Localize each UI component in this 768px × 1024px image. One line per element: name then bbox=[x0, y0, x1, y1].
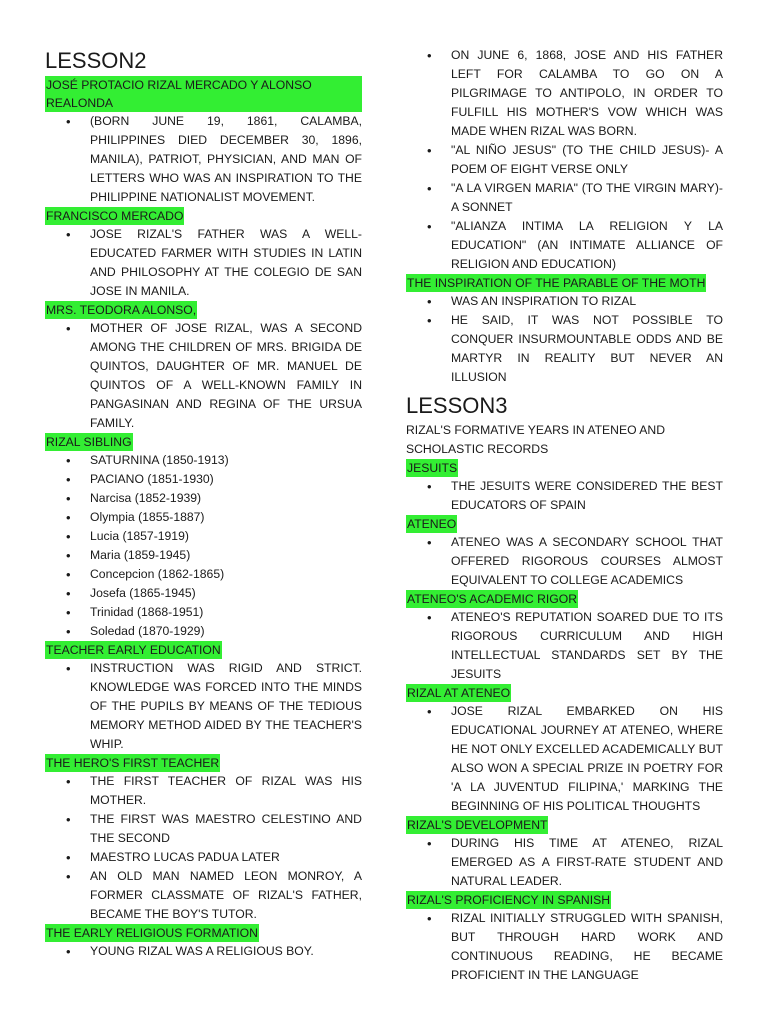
moth-section bbox=[406, 274, 723, 387]
list-item bbox=[45, 772, 362, 810]
bullet-icon: • bbox=[427, 911, 432, 926]
list-item bbox=[406, 292, 723, 311]
section bbox=[45, 641, 362, 754]
bullet-icon: • bbox=[66, 548, 71, 563]
list-item-text: JOSE RIZAL EMBARKED ON HIS EDUCATIONAL JOURNEY AT ATENEO, WHERE HE NOT ONLY EXCELLED ACADEMICALLY BUT ALSO WON A SPECIAL PRIZE IN POETRY FOR 'A LA JUVENTUD FILIPINA,' MARKING THE BEGINNING OF HIS POLITICAL THOUGHTS bbox=[451, 704, 723, 813]
list-item bbox=[406, 141, 723, 179]
bullet-icon: • bbox=[427, 143, 432, 158]
section-heading: ATENEO bbox=[407, 517, 457, 531]
list-item bbox=[45, 508, 362, 527]
bullet-list bbox=[406, 608, 723, 684]
section bbox=[45, 76, 362, 207]
section-heading: MRS. TEODORA ALONSO, bbox=[46, 303, 197, 317]
list-item-text: MOTHER OF JOSE RIZAL, WAS A SECOND AMONG THE CHILDREN OF MRS. BRIGIDA DE QUINTOS, DAUGHTER OF MR. MANUEL DE QUINTOS OF A WELL-KNOWN FAMILY IN PANGASINAN AND REGINA OF THE URSUA FAMILY. bbox=[90, 321, 362, 430]
list-item bbox=[45, 942, 362, 961]
list-item bbox=[45, 527, 362, 546]
bullet-icon: • bbox=[66, 491, 71, 506]
section bbox=[406, 891, 723, 985]
bullet-icon: • bbox=[66, 624, 71, 639]
bullet-icon: • bbox=[66, 869, 71, 884]
bullet-icon: • bbox=[66, 605, 71, 620]
list-item-text: INSTRUCTION WAS RIGID AND STRICT. KNOWLEDGE WAS FORCED INTO THE MINDS OF THE PUPILS BY MEANS OF THE TEDIOUS MEMORY METHOD AIDED BY THE TEACHER'S WHIP. bbox=[90, 661, 362, 751]
bullet-icon: • bbox=[427, 294, 432, 309]
bullet-icon: • bbox=[427, 704, 432, 719]
lesson-3-subtitle: RIZAL'S FORMATIVE YEARS IN ATENEO AND SCHOLASTIC RECORDS bbox=[406, 423, 665, 456]
bullet-icon: • bbox=[66, 321, 71, 336]
list-item bbox=[406, 608, 723, 684]
list-item-text: SATURNINA (1850-1913) bbox=[90, 453, 229, 467]
list-item bbox=[45, 565, 362, 584]
section bbox=[406, 684, 723, 816]
section-heading: TEACHER EARLY EDUCATION bbox=[46, 643, 221, 657]
list-item-text: (BORN JUNE 19, 1861, CALAMBA, PHILIPPINES DIED DECEMBER 30, 1896, MANILA), PATRIOT, PHYSICIAN, AND MAN OF LETTERS WHO WAS AN INSPIRATION TO THE PHILIPPINE NATIONALIST MOVEMENT. bbox=[90, 114, 362, 204]
bullet-icon: • bbox=[427, 313, 432, 328]
bullet-icon: • bbox=[427, 181, 432, 196]
section-heading: THE HERO'S FIRST TEACHER bbox=[46, 756, 220, 770]
list-item bbox=[45, 319, 362, 433]
list-item bbox=[45, 225, 362, 301]
list-item-text: DURING HIS TIME AT ATENEO, RIZAL EMERGED AS A FIRST-RATE STUDENT AND NATURAL LEADER. bbox=[451, 836, 723, 888]
list-item-text: MAESTRO LUCAS PADUA LATER bbox=[90, 850, 280, 864]
list-item-text: PACIANO (1851-1930) bbox=[90, 472, 214, 486]
list-item-text: AN OLD MAN NAMED LEON MONROY, A FORMER CLASSMATE OF RIZAL'S FATHER, BECAME THE BOY'S TUTOR. bbox=[90, 869, 362, 921]
left-column bbox=[45, 46, 362, 961]
bullet-icon: • bbox=[66, 567, 71, 582]
list-item bbox=[406, 834, 723, 891]
list-item bbox=[45, 867, 362, 924]
list-item bbox=[406, 477, 723, 515]
bullet-list bbox=[406, 834, 723, 891]
list-item-text: Trinidad (1868-1951) bbox=[90, 605, 204, 619]
section-heading: ATENEO'S ACADEMIC RIGOR bbox=[407, 592, 578, 606]
list-item-text: Olympia (1855-1887) bbox=[90, 510, 205, 524]
list-item-text: Concepcion (1862-1865) bbox=[90, 567, 225, 581]
list-item-text: Soledad (1870-1929) bbox=[90, 624, 205, 638]
bullet-icon: • bbox=[427, 48, 432, 63]
section-heading: THE INSPIRATION OF THE PARABLE OF THE MOTH bbox=[407, 276, 706, 290]
list-item-text: Narcisa (1852-1939) bbox=[90, 491, 202, 505]
list-item-text: Lucia (1857-1919) bbox=[90, 529, 189, 543]
list-item-text: "AL NIÑO JESUS" (TO THE CHILD JESUS)- A POEM OF EIGHT VERSE ONLY bbox=[451, 143, 723, 176]
section bbox=[45, 433, 362, 641]
bullet-icon: • bbox=[66, 227, 71, 242]
list-item bbox=[45, 848, 362, 867]
list-item-text: HE SAID, IT WAS NOT POSSIBLE TO CONQUER INSURMOUNTABLE ODDS AND BE MARTYR IN REALITY BUT NEVER AN ILLUSION bbox=[451, 313, 723, 384]
bullet-icon: • bbox=[66, 529, 71, 544]
list-item bbox=[45, 470, 362, 489]
list-item bbox=[45, 659, 362, 754]
section bbox=[406, 459, 723, 515]
list-item-text: Maria (1859-1945) bbox=[90, 548, 191, 562]
bullet-icon: • bbox=[66, 586, 71, 601]
list-item-text: "ALIANZA INTIMA LA RELIGION Y LA EDUCATION" (AN INTIMATE ALLIANCE OF RELIGION AND EDUCATION) bbox=[451, 219, 723, 271]
bullet-list bbox=[406, 533, 723, 590]
bullet-icon: • bbox=[66, 114, 71, 129]
bullet-icon: • bbox=[66, 812, 71, 827]
bullet-list bbox=[45, 451, 362, 641]
list-item bbox=[406, 217, 723, 274]
bullet-list bbox=[45, 112, 362, 207]
bullet-icon: • bbox=[427, 219, 432, 234]
list-item-text: THE FIRST WAS MAESTRO CELESTINO AND THE SECOND bbox=[90, 812, 362, 845]
section bbox=[406, 590, 723, 684]
list-item bbox=[45, 489, 362, 508]
list-item-text: ATENEO'S REPUTATION SOARED DUE TO ITS RIGOROUS CURRICULUM AND HIGH INTELLECTUAL STANDARDS SET BY THE JESUITS bbox=[451, 610, 723, 681]
section bbox=[45, 301, 362, 433]
section-heading: RIZAL'S DEVELOPMENT bbox=[407, 818, 548, 832]
section-heading: JOSÉ PROTACIO RIZAL MERCADO Y ALONSO REALONDA bbox=[45, 76, 362, 112]
bullet-icon: • bbox=[427, 479, 432, 494]
list-item bbox=[406, 702, 723, 816]
bullet-icon: • bbox=[66, 944, 71, 959]
section-heading: THE EARLY RELIGIOUS FORMATION bbox=[46, 926, 258, 940]
bullet-icon: • bbox=[427, 610, 432, 625]
bullet-list bbox=[45, 942, 362, 961]
lesson-2-title: LESSON2 bbox=[45, 48, 147, 73]
section bbox=[406, 816, 723, 891]
lesson-3-title: LESSON3 bbox=[406, 393, 508, 418]
list-item bbox=[406, 311, 723, 387]
list-item-text: WAS AN INSPIRATION TO RIZAL bbox=[451, 294, 637, 308]
section bbox=[406, 515, 723, 590]
right-sections bbox=[406, 459, 723, 985]
list-item-text: THE JESUITS WERE CONSIDERED THE BEST EDUCATORS OF SPAIN bbox=[451, 479, 723, 512]
list-item-text: YOUNG RIZAL WAS A RELIGIOUS BOY. bbox=[90, 944, 314, 958]
section-heading: RIZAL AT ATENEO bbox=[407, 686, 511, 700]
list-item-text: JOSE RIZAL'S FATHER WAS A WELL-EDUCATED FARMER WITH STUDIES IN LATIN AND PHILOSOPHY AT THE COLEGIO DE SAN JOSE IN MANILA. bbox=[90, 227, 362, 298]
bullet-list bbox=[45, 225, 362, 301]
bullet-icon: • bbox=[66, 510, 71, 525]
list-item bbox=[45, 622, 362, 641]
list-item bbox=[406, 533, 723, 590]
list-item bbox=[406, 909, 723, 985]
list-item bbox=[45, 603, 362, 622]
right-column bbox=[406, 46, 723, 985]
list-item-text: THE FIRST TEACHER OF RIZAL WAS HIS MOTHER. bbox=[90, 774, 362, 807]
list-item-text: RIZAL INITIALLY STRUGGLED WITH SPANISH, BUT THROUGH HARD WORK AND CONTINUOUS READING, HE BECAME PROFICIENT IN THE LANGUAGE bbox=[451, 911, 723, 982]
bullet-icon: • bbox=[66, 661, 71, 676]
list-item bbox=[45, 451, 362, 470]
list-item bbox=[406, 46, 723, 141]
list-item bbox=[45, 810, 362, 848]
bullet-list bbox=[45, 319, 362, 433]
list-item bbox=[45, 112, 362, 207]
bullet-icon: • bbox=[427, 836, 432, 851]
list-item-text: ON JUNE 6, 1868, JOSE AND HIS FATHER LEFT FOR CALAMBA TO GO ON A PILGRIMAGE TO ANTIPOLO, IN ORDER TO FULFILL HIS MOTHER'S VOW WHICH WAS MADE WHEN RIZAL WAS BORN. bbox=[451, 48, 723, 138]
list-item-text: Josefa (1865-1945) bbox=[90, 586, 196, 600]
section-heading: RIZAL'S PROFICIENCY IN SPANISH bbox=[407, 893, 611, 907]
section-heading: JESUITS bbox=[407, 461, 458, 475]
list-item-text: ATENEO WAS A SECONDARY SCHOOL THAT OFFERED RIGOROUS COURSES ALMOST EQUIVALENT TO COLLEGE ACADEMICS bbox=[451, 535, 723, 587]
bullet-list bbox=[45, 659, 362, 754]
left-sections bbox=[45, 76, 362, 961]
list-item bbox=[406, 179, 723, 217]
bullet-icon: • bbox=[66, 774, 71, 789]
bullet-icon: • bbox=[66, 472, 71, 487]
section bbox=[45, 207, 362, 301]
bullet-list bbox=[406, 909, 723, 985]
list-item bbox=[45, 584, 362, 603]
list-item-text: "A LA VIRGEN MARIA" (TO THE VIRGIN MARY)- A SONNET bbox=[451, 181, 723, 214]
section bbox=[45, 754, 362, 924]
bullet-list bbox=[406, 292, 723, 387]
bullet-icon: • bbox=[66, 850, 71, 865]
section-heading: RIZAL SIBLING bbox=[46, 435, 132, 449]
right-intro-list bbox=[406, 46, 723, 274]
bullet-icon: • bbox=[427, 535, 432, 550]
section bbox=[45, 924, 362, 961]
list-item bbox=[45, 546, 362, 565]
bullet-icon: • bbox=[66, 453, 71, 468]
bullet-list bbox=[406, 477, 723, 515]
bullet-list bbox=[45, 772, 362, 924]
bullet-list bbox=[406, 702, 723, 816]
section-heading: FRANCISCO MERCADO bbox=[46, 209, 184, 223]
